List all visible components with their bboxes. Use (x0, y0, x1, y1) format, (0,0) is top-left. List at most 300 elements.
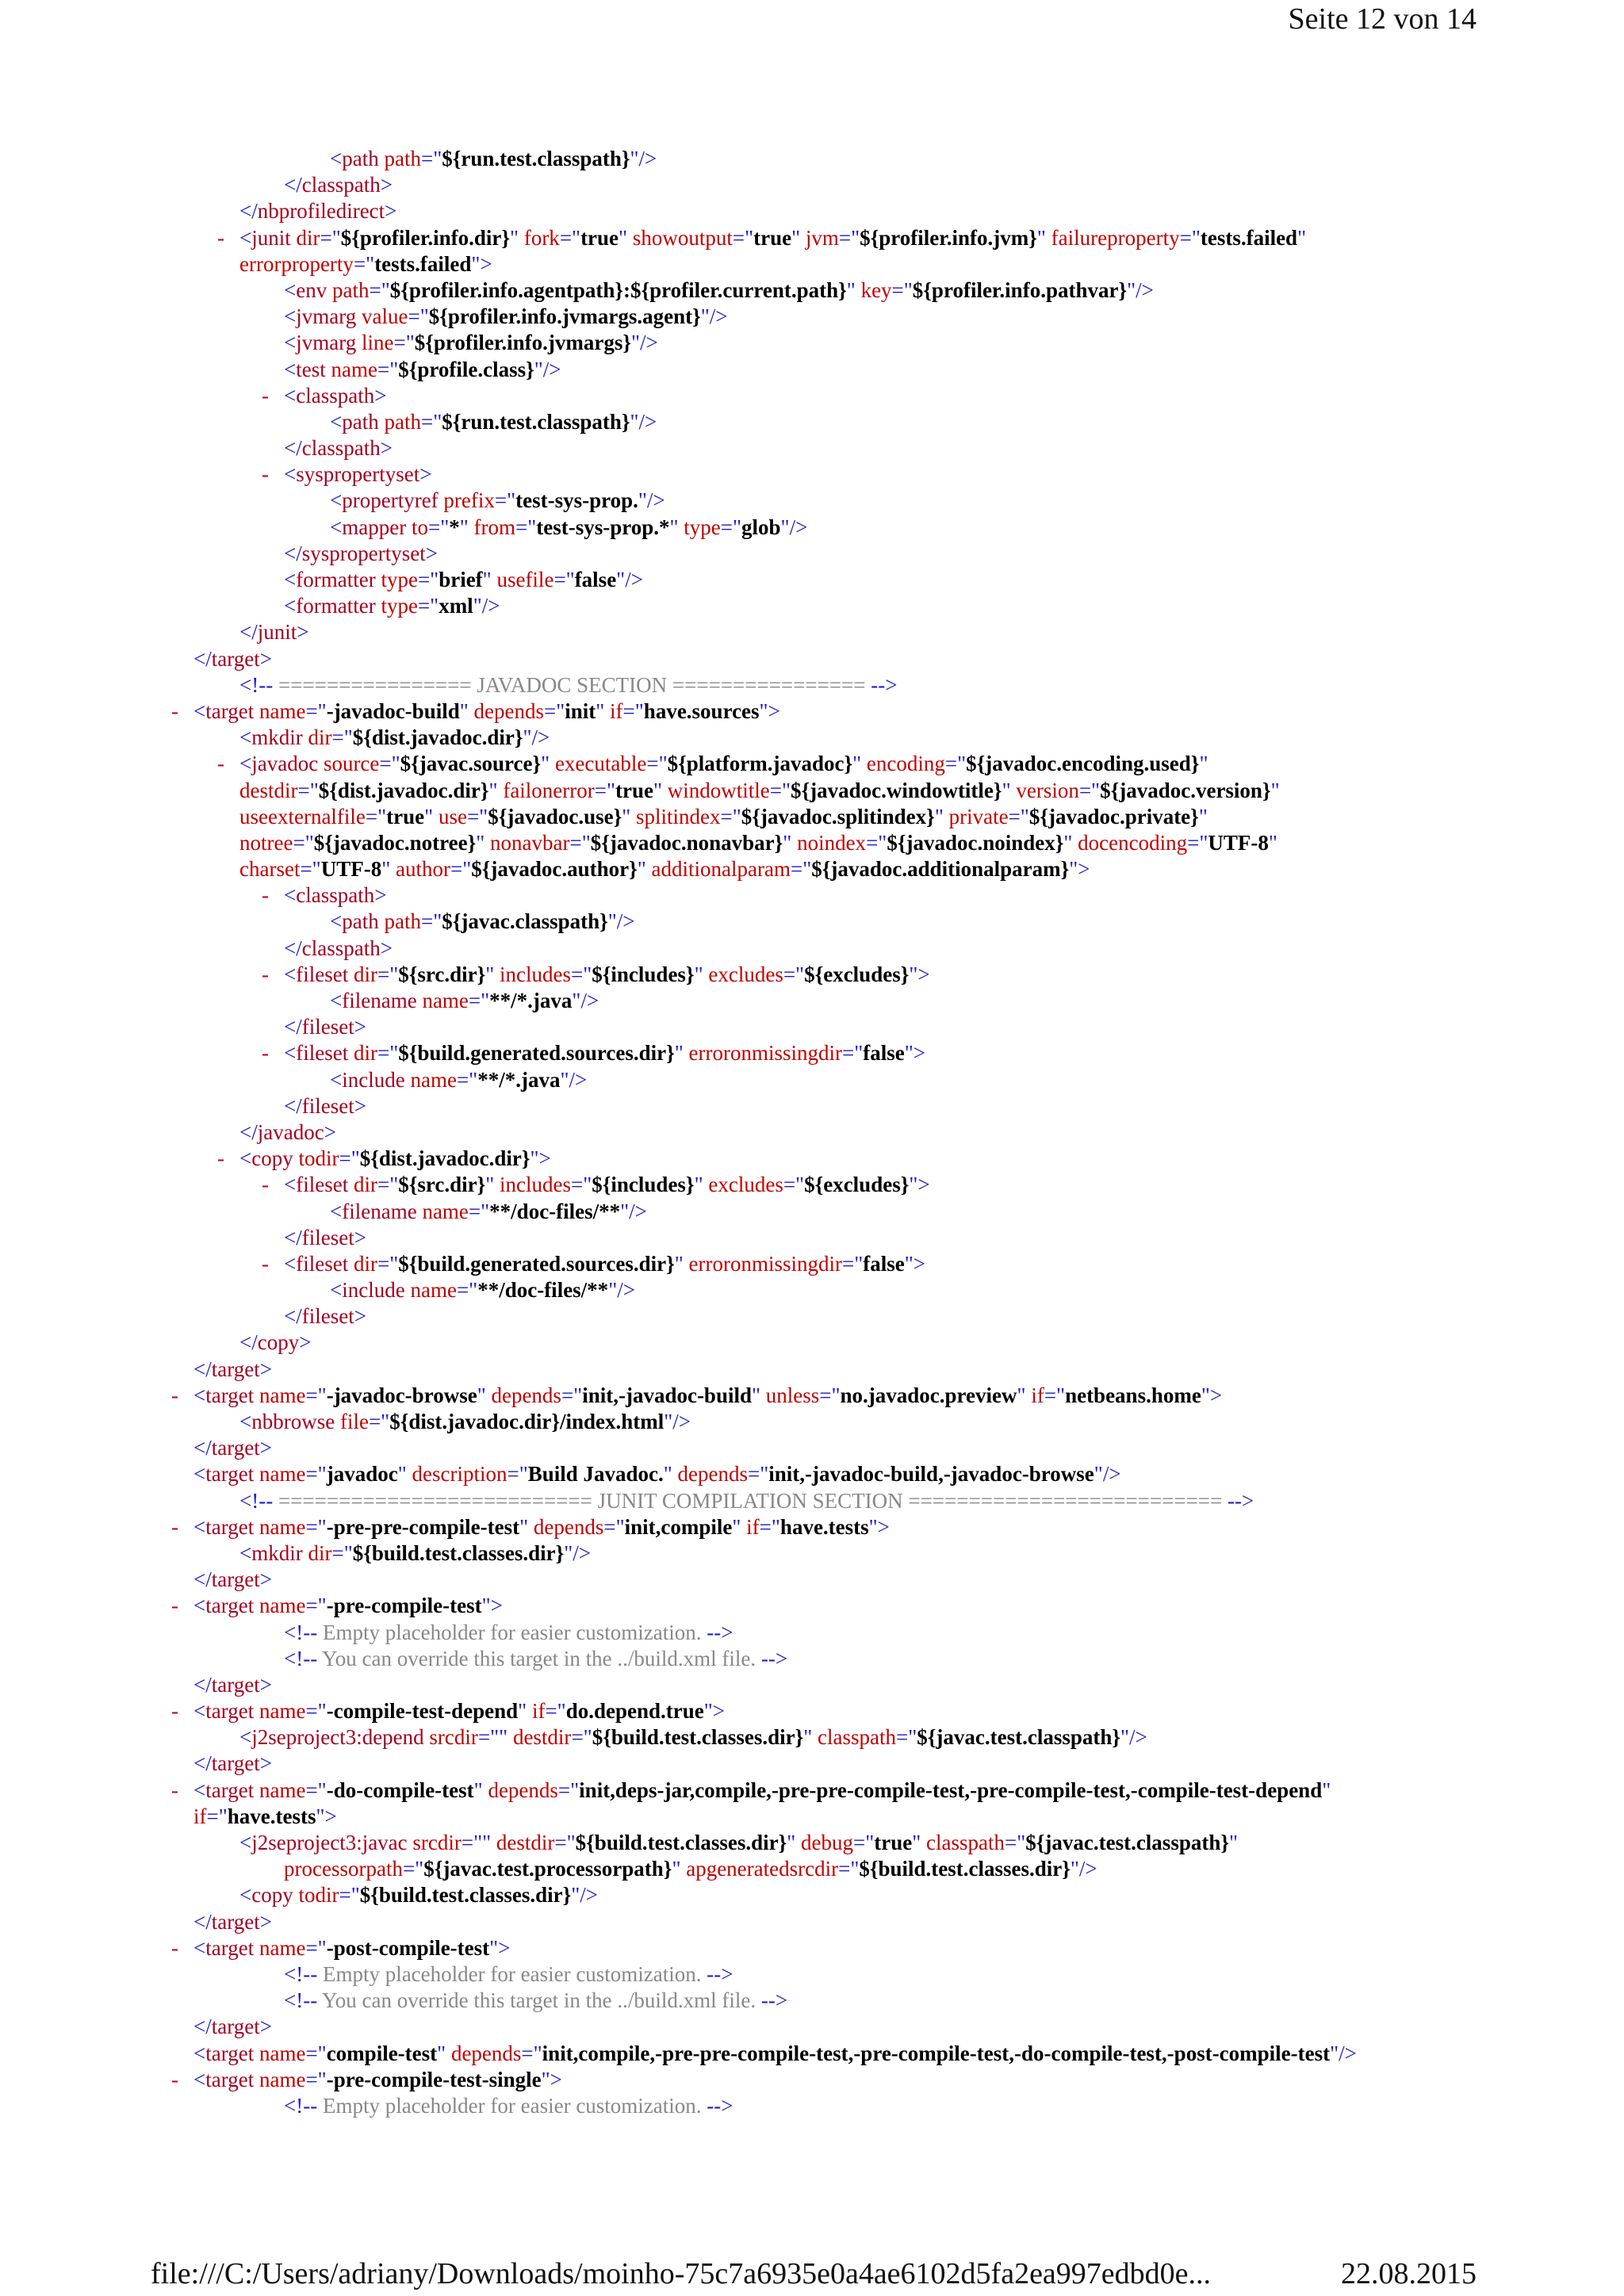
xml-line (0, 1277, 1624, 1303)
xml-token: > (380, 436, 393, 461)
xml-token: =" (571, 1725, 592, 1750)
xml-token: =" (379, 752, 400, 776)
xml-line (0, 1751, 1624, 1777)
xml-token: "> (759, 698, 780, 723)
xml-token: " (476, 830, 485, 855)
xml-line (0, 1882, 1624, 1908)
xml-code (284, 461, 431, 488)
xml-token: --> (1228, 1488, 1254, 1513)
xml-token: windowtitle (662, 778, 770, 802)
xml-token: < (284, 277, 297, 302)
xml-code (239, 856, 1090, 882)
xml-line (0, 1620, 1624, 1646)
xml-token: > (425, 541, 438, 565)
xml-token: init (565, 698, 596, 723)
xml-token: classpath (812, 1725, 896, 1750)
xml-code (193, 1357, 272, 1383)
xml-token: > (374, 883, 387, 908)
xml-token: =" (852, 1831, 875, 1854)
xml-code (284, 1303, 366, 1330)
xml-token: name (404, 1067, 457, 1092)
xml-token: todir (293, 1883, 339, 1908)
xml-token: copy (257, 1330, 300, 1355)
xml-code (284, 435, 393, 461)
xml-token: propertyref (342, 488, 439, 513)
xml-token: ${dist.javadoc.dir} (352, 725, 523, 750)
collapse-toggle[interactable]: - (217, 225, 224, 250)
xml-token: =" (732, 225, 754, 250)
xml-token: </ (284, 1304, 302, 1329)
xml-code (330, 1277, 635, 1303)
xml-token: =" (603, 1514, 625, 1539)
xml-token: mapper (342, 515, 407, 539)
xml-token: =" (622, 698, 644, 723)
xml-token: srcdir (423, 1725, 478, 1750)
xml-code (284, 1172, 930, 1198)
xml-token: init,-javadoc-build (582, 1383, 752, 1407)
xml-token: target (205, 1935, 255, 1960)
collapse-toggle[interactable]: - (262, 1251, 269, 1276)
xml-token: true (580, 225, 619, 250)
xml-token: failureproperty (1045, 225, 1180, 250)
xml-code (284, 541, 438, 567)
xml-token: name (325, 357, 377, 381)
xml-token: ${javac.test.classpath} (917, 1725, 1121, 1750)
xml-token: "/> (630, 147, 657, 170)
xml-code (284, 1225, 366, 1251)
xml-token: You can override this target in the ../build.xml file. (317, 1646, 761, 1670)
xml-token: " (482, 1831, 492, 1854)
xml-token: have.tests (227, 1804, 316, 1828)
xml-token: source (318, 752, 380, 776)
xml-code (193, 1935, 510, 1961)
xml-token: </ (193, 1567, 212, 1592)
xml-token: failonerror (497, 778, 595, 802)
xml-token: </ (193, 1672, 212, 1697)
xml-token: =" (456, 1278, 478, 1303)
xml-line (0, 357, 1624, 383)
xml-token: UTF-8 (320, 857, 382, 882)
xml-token: =" (417, 568, 439, 591)
xml-line (0, 488, 1624, 514)
xml-token: ${javadoc.splitindex} (741, 804, 935, 828)
xml-token: " (518, 1699, 527, 1724)
xml-token: target (211, 1909, 260, 1934)
xml-token: " (1270, 778, 1280, 802)
xml-token: "/> (608, 1278, 635, 1303)
xml-token: " (381, 857, 391, 882)
footer-file-path: file:///C:/Users/adriany/Downloads/moinho-75c7a6935e0a4ae6102d5fa2ea997edbd0e... (151, 2257, 1212, 2290)
xml-code (193, 1514, 890, 1540)
xml-token: < (239, 1725, 252, 1750)
xml-token: =" (1008, 804, 1029, 828)
xml-code (239, 1830, 1238, 1856)
xml-line (0, 1830, 1624, 1856)
xml-token: " (488, 778, 498, 802)
xml-token: "> (703, 1699, 725, 1724)
xml-token: ${dist.javadoc.dir} (318, 778, 489, 802)
xml-token: < (193, 2067, 206, 2091)
xml-line (0, 1646, 1624, 1672)
xml-token: =" (305, 1383, 327, 1407)
xml-token: ${javac.classpath} (442, 909, 608, 934)
xml-token: junit (251, 225, 291, 250)
xml-token: < (193, 1777, 206, 1802)
xml-token: "/> (620, 1199, 647, 1223)
xml-code (284, 1093, 366, 1119)
xml-token: <!-- (284, 1961, 318, 1986)
xml-token: =" (554, 1831, 576, 1854)
xml-token: false (574, 568, 617, 591)
xml-token: filename (342, 989, 417, 1012)
xml-code (193, 2041, 1357, 2067)
xml-token: depends (528, 1514, 604, 1539)
xml-line (0, 1330, 1624, 1356)
xml-token: > (354, 1225, 366, 1249)
xml-token: "> (489, 1935, 511, 1960)
xml-code (193, 698, 780, 725)
xml-token: =" (783, 1173, 805, 1197)
xml-token: dir (348, 962, 377, 986)
xml-token: =" (417, 594, 439, 618)
xml-token: < (239, 1146, 252, 1171)
xml-token: " (619, 225, 628, 250)
xml-token: target (205, 2067, 255, 2091)
xml-token: target (211, 1567, 260, 1592)
xml-token: =" (769, 778, 791, 802)
xml-code (284, 567, 643, 593)
xml-code (239, 1540, 591, 1567)
xml-line (0, 725, 1624, 751)
xml-token: =" (759, 1514, 780, 1539)
collapse-toggle[interactable]: - (171, 1935, 178, 1960)
xml-line (0, 1961, 1624, 1988)
xml-token: < (193, 1935, 206, 1960)
xml-token: name (254, 1699, 306, 1724)
xml-token: classpath (301, 436, 381, 461)
xml-token: > (299, 1330, 312, 1355)
xml-token: =" (305, 1935, 327, 1960)
xml-token: path (327, 277, 370, 302)
xml-token: " (637, 857, 646, 882)
xml-code (330, 409, 657, 435)
collapse-toggle[interactable]: - (262, 962, 269, 986)
xml-line (0, 1172, 1624, 1198)
xml-token: </ (239, 1330, 258, 1355)
collapse-toggle[interactable]: - (171, 1594, 178, 1618)
xml-code (330, 488, 665, 514)
xml-token: ${profiler.info.jvmargs} (414, 331, 631, 355)
xml-token: "> (868, 1514, 890, 1539)
xml-token: " (1198, 804, 1208, 828)
xml-token: < (193, 698, 206, 723)
xml-line (0, 2067, 1624, 2093)
xml-token: name (254, 1777, 306, 1802)
xml-code (239, 1146, 551, 1172)
xml-token: "/> (560, 1067, 588, 1092)
xml-token: --> (760, 1988, 788, 2013)
xml-token: </ (193, 1436, 212, 1460)
xml-token: private (943, 804, 1009, 828)
xml-code (239, 1330, 311, 1356)
xml-token: copy (251, 1883, 293, 1908)
xml-token: todir (293, 1146, 339, 1171)
xml-token: =" (305, 2067, 327, 2091)
xml-token: < (284, 883, 297, 908)
xml-token: " (510, 225, 519, 250)
xml-token: </ (284, 936, 302, 960)
xml-token: --> (707, 2093, 733, 2118)
xml-token: "/> (780, 515, 808, 539)
xml-token: " (1002, 778, 1011, 802)
xml-token: " (663, 1462, 672, 1487)
xml-line (0, 1856, 1624, 1882)
xml-token: ${src.dir} (398, 962, 486, 986)
xml-token: =" (420, 909, 442, 934)
xml-token: " (852, 752, 862, 776)
xml-token: =" (790, 857, 812, 882)
xml-code (284, 1646, 787, 1672)
xml-token: < (239, 1831, 252, 1854)
xml-token: =" (553, 568, 575, 591)
xml-token: init,compile,-pre-pre-compile-test,-pre-compile-test,-do-compile-test,-post-compile-test (542, 2041, 1331, 2065)
xml-line (0, 461, 1624, 488)
xml-token: test-sys-prop. (515, 488, 638, 513)
xml-token: " (499, 1725, 508, 1750)
xml-token: false (863, 1251, 905, 1276)
xml-code (330, 515, 807, 541)
xml-token: > (259, 1909, 272, 1934)
xml-token: =" (320, 225, 341, 250)
xml-token: ${build.generated.sources.dir} (398, 1041, 675, 1066)
xml-token: formatter (296, 568, 376, 591)
xml-token: > (385, 199, 397, 224)
xml-token: " (477, 1383, 486, 1407)
xml-token: =" (331, 1540, 353, 1565)
collapse-toggle[interactable]: - (171, 2067, 178, 2091)
xml-token: docencoding (1072, 830, 1188, 855)
xml-code (239, 830, 1277, 856)
xml-line (0, 672, 1624, 698)
xml-token: debug (795, 1831, 853, 1854)
xml-token: fileset (301, 1304, 354, 1329)
xml-token: "/> (630, 409, 657, 434)
xml-code (193, 1777, 1331, 1804)
collapse-toggle[interactable]: - (262, 1041, 269, 1066)
xml-token: splitindex (630, 804, 721, 828)
xml-line (0, 1698, 1624, 1724)
xml-token: encoding (861, 752, 945, 776)
xml-token: " (846, 277, 856, 302)
collapse-toggle[interactable]: - (262, 462, 269, 487)
xml-token: destdir (508, 1725, 572, 1750)
xml-token: < (330, 147, 343, 170)
collapse-toggle[interactable]: - (171, 1383, 178, 1407)
xml-token: "/> (664, 1410, 691, 1433)
collapse-toggle[interactable]: - (171, 1699, 178, 1724)
xml-token: erroronmissingdir (683, 1251, 843, 1276)
xml-token: " (519, 1514, 529, 1539)
xml-token: includes (494, 1173, 572, 1197)
xml-token: destdir (239, 778, 298, 802)
xml-token: target (205, 1777, 255, 1802)
xml-token: includes (494, 962, 572, 986)
xml-token: init,-javadoc-build,-javadoc-browse (768, 1462, 1094, 1487)
xml-code (239, 751, 1208, 777)
xml-line (0, 330, 1624, 356)
xml-line (0, 1804, 1624, 1830)
xml-token: **/doc-files/** (489, 1199, 621, 1223)
xml-token: depends (482, 1777, 558, 1802)
xml-token: "> (1201, 1383, 1223, 1407)
xml-line (0, 1672, 1624, 1698)
xml-code (284, 304, 727, 330)
xml-token: ${includes} (592, 962, 695, 986)
xml-token: =" (402, 1857, 424, 1881)
xml-line (0, 2014, 1624, 2040)
xml-code (193, 1804, 337, 1830)
xml-token: name (404, 1278, 457, 1303)
xml-token: =" (331, 725, 353, 750)
xml-token: =" (305, 2041, 327, 2065)
xml-token: < (330, 1278, 343, 1303)
xml-token: =" (842, 1251, 864, 1276)
xml-code (193, 1383, 1222, 1409)
xml-token: classpath (296, 883, 375, 908)
xml-token: " (674, 1251, 684, 1276)
xml-token: </ (284, 436, 302, 461)
xml-token: " (424, 804, 434, 828)
xml-token: type (375, 568, 418, 591)
xml-line (0, 936, 1624, 962)
xml-token: "/> (571, 1883, 599, 1908)
collapse-toggle[interactable]: - (262, 883, 269, 908)
collapse-toggle[interactable]: - (171, 1777, 178, 1802)
xml-token: --> (760, 1646, 788, 1670)
xml-token: =" (293, 830, 314, 855)
xml-line (0, 172, 1624, 198)
xml-token: > (354, 1304, 366, 1329)
xml-token: --> (871, 672, 898, 697)
xml-token: compile-test (326, 2041, 438, 2065)
xml-token: -pre-compile-test (326, 1594, 482, 1618)
xml-token: "/> (607, 909, 635, 934)
xml-code (284, 1014, 366, 1040)
xml-token: mkdir (251, 725, 303, 750)
xml-token: dir (290, 225, 320, 250)
xml-token: =" (571, 1173, 592, 1197)
page-number-header: Seite 12 von 14 (1288, 2, 1477, 36)
xml-line (0, 1067, 1624, 1093)
xml-token: ${build.test.classes.dir} (859, 1857, 1071, 1881)
xml-code (284, 1961, 733, 1988)
xml-code (284, 383, 386, 409)
xml-token: </ (284, 173, 302, 197)
xml-line (0, 435, 1624, 461)
xml-token: =" (450, 857, 472, 882)
xml-token: apgeneratedsrcdir (680, 1857, 839, 1881)
xml-token: =" (866, 830, 887, 855)
collapse-toggle[interactable]: - (217, 752, 224, 776)
xml-token: < (284, 357, 297, 381)
xml-token: version (1010, 778, 1079, 802)
xml-token: copy (251, 1146, 293, 1171)
xml-code (239, 804, 1208, 830)
collapse-toggle[interactable]: - (171, 698, 178, 723)
xml-token: javadoc (251, 752, 319, 776)
xml-token: =" (838, 225, 860, 250)
collapse-toggle[interactable]: - (171, 1514, 178, 1539)
xml-token: =" (842, 1041, 864, 1066)
xml-token: =" (377, 962, 399, 986)
xml-token: -javadoc-browse (326, 1383, 477, 1407)
xml-token: =" (561, 1383, 583, 1407)
xml-token: false (863, 1041, 905, 1066)
xml-line (0, 1303, 1624, 1330)
xml-token: =" (571, 962, 592, 986)
xml-code (239, 225, 1306, 251)
xml-token: -pre-pre-compile-test (326, 1514, 520, 1539)
xml-token: < (284, 1251, 297, 1276)
xml-token: name (254, 1514, 306, 1539)
xml-token: key (855, 277, 892, 302)
xml-token: > (259, 1436, 272, 1460)
xml-code (284, 277, 1154, 304)
xml-token: < (239, 1883, 252, 1908)
xml-token: < (330, 909, 343, 934)
xml-line (0, 541, 1624, 567)
xml-token: " (485, 1173, 495, 1197)
xml-line (0, 383, 1624, 409)
xml-token: =" (544, 698, 565, 723)
xml-token: " (803, 1725, 813, 1750)
xml-code (239, 725, 550, 751)
xml-token: ${javadoc.noindex} (887, 830, 1064, 855)
collapse-toggle[interactable]: - (262, 1173, 269, 1197)
xml-token: "> (481, 1594, 503, 1618)
xml-code (239, 1882, 598, 1908)
collapse-toggle[interactable]: - (217, 1146, 224, 1171)
xml-token: path (378, 409, 421, 434)
xml-line (0, 1014, 1624, 1040)
xml-token: > (374, 383, 387, 408)
xml-token: true (874, 1831, 913, 1854)
xml-token: name (254, 1935, 306, 1960)
collapse-toggle[interactable]: - (262, 383, 269, 408)
xml-token: name (254, 2041, 306, 2065)
xml-code (193, 2014, 272, 2040)
xml-token: < (239, 225, 252, 250)
xml-token: ${build.test.classes.dir} (359, 1883, 572, 1908)
xml-token: --> (707, 1620, 733, 1644)
xml-token: < (330, 488, 343, 513)
xml-token: -post-compile-test (326, 1935, 490, 1960)
xml-token: ${javac.test.processorpath} (423, 1857, 672, 1881)
xml-token: <!-- (239, 672, 274, 697)
xml-token: ================ JAVADOC SECTION ================ (273, 672, 871, 697)
xml-token: prefix (438, 488, 495, 513)
xml-token: type (678, 515, 721, 539)
xml-token: ${excludes} (804, 1173, 910, 1197)
xml-token: target (211, 1751, 260, 1776)
xml-token: dir (302, 725, 332, 750)
xml-token: > (259, 1567, 272, 1592)
xml-token: depends (485, 1383, 561, 1407)
xml-token: target (211, 2015, 260, 2039)
xml-token: fileset (301, 1225, 354, 1249)
xml-line (0, 515, 1624, 541)
xml-token: "> (316, 1804, 337, 1828)
